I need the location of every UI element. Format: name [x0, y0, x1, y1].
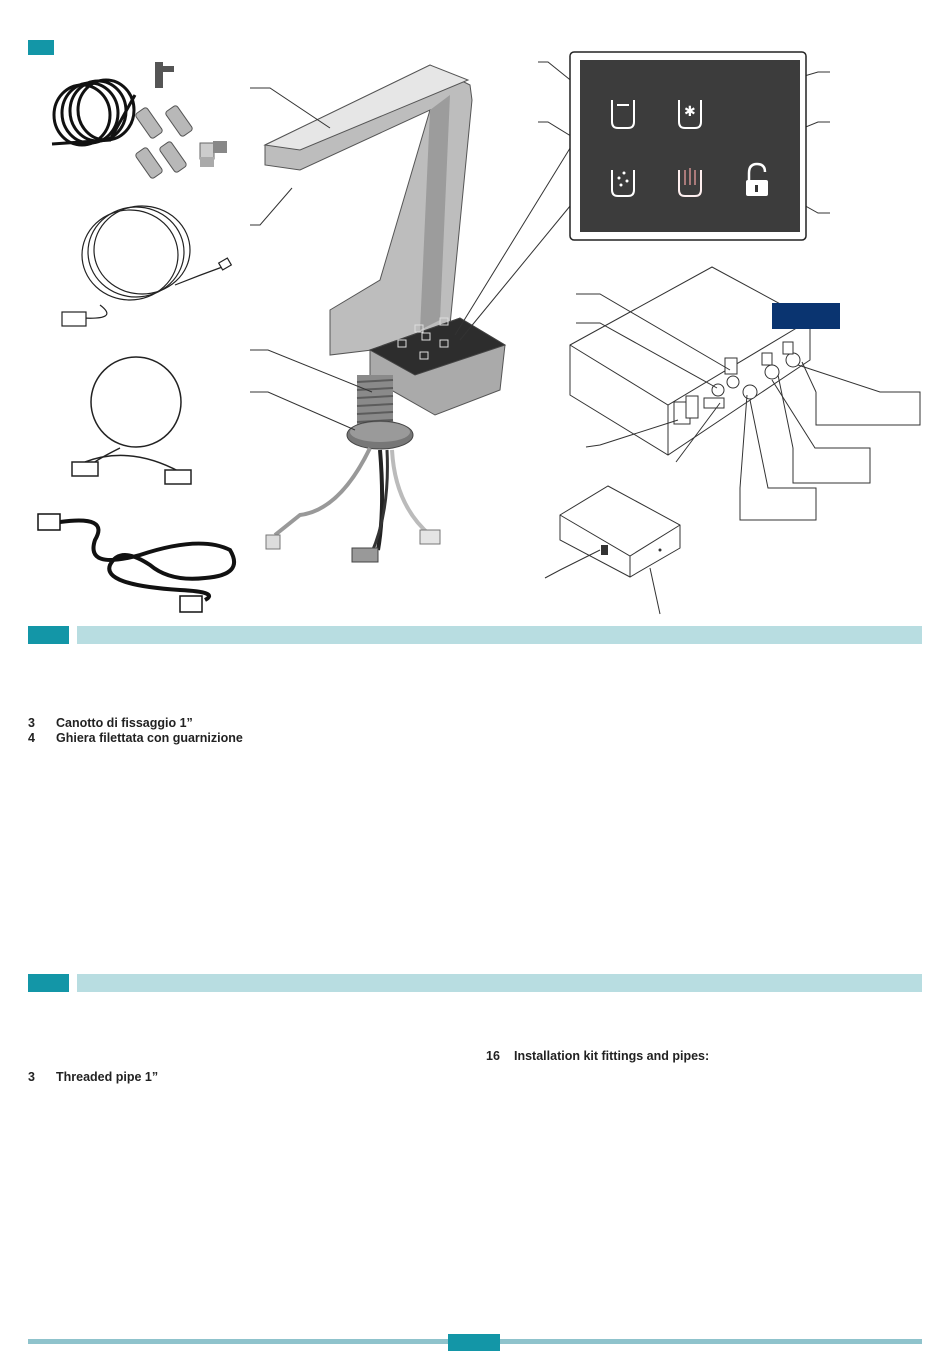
list-item: 3 Canotto di fissaggio 1” — [28, 716, 193, 730]
power-cord-icon — [38, 514, 234, 612]
section-band — [77, 626, 922, 644]
small-box-icon — [560, 486, 680, 577]
list-item: 16 Installation kit fittings and pipes: — [486, 1049, 710, 1063]
section-header-bar-1 — [28, 626, 922, 644]
list-item: 4 Ghiera filettata con guarnizione — [28, 731, 243, 745]
network-cable-icon — [72, 357, 191, 484]
faucet-icon — [265, 65, 505, 562]
footer-page-tab — [448, 1334, 500, 1351]
data-cable-icon — [62, 206, 231, 326]
components-illustration — [0, 0, 950, 620]
coil-hose-icon — [52, 80, 135, 145]
section-header-bar-2 — [28, 974, 922, 992]
control-panel-icon — [570, 52, 806, 240]
list-item: 3 Threaded pipe 1” — [28, 1070, 159, 1084]
section-band — [77, 974, 922, 992]
section-tab — [28, 626, 69, 644]
section-tab — [28, 974, 69, 992]
connector-fittings-icon — [135, 62, 227, 179]
svg-text:✱: ✱ — [684, 104, 696, 120]
control-unit-box-icon — [570, 267, 840, 455]
